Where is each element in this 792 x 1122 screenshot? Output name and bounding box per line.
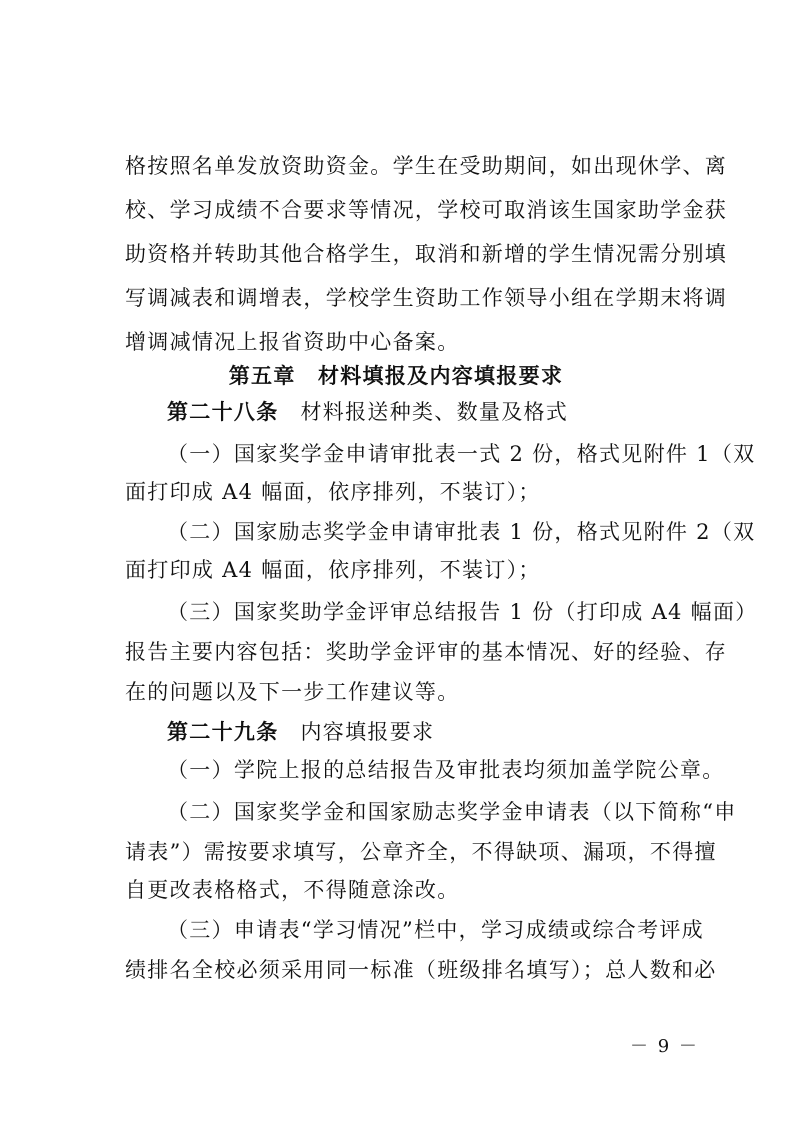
paragraph-line: 校、学习成绩不合要求等情况，学校可取消该生国家助学金获 (125, 198, 728, 222)
article-29-item: 自更改表格格式，不得随意涂改。 (125, 878, 460, 902)
article-29-title: 内容填报要求 (300, 720, 435, 744)
article-28-item: 报告主要内容包括：奖助学金评审的基本情况、好的经验、存 (125, 640, 728, 664)
article-28-title: 材料报送种类、数量及格式 (300, 400, 569, 424)
chapter-title: 第五章 材料填报及内容填报要求 (228, 364, 564, 388)
article-29-heading (167, 716, 695, 746)
paragraph-line: 助资格并转助其他合格学生，取消和新增的学生情况需分别填 (125, 242, 728, 266)
article-28-item: （一）国家奖学金申请审批表一式 2 份，格式见附件 1（双 (167, 442, 756, 466)
article-28-item: 面打印成 A4 幅面，依序排列，不装订）； (125, 558, 541, 582)
article-28-label: 第二十八条 (167, 400, 279, 424)
article-28-item: 在的问题以及下一步工作建议等。 (125, 680, 460, 704)
page-number: － 9 － (630, 1036, 699, 1057)
paragraph-line: 格按照名单发放资助资金。学生在受助期间，如出现休学、离 (125, 154, 728, 178)
article-29-item: （一）学院上报的总结报告及审批表均须加盖学院公章。 (167, 758, 725, 782)
article-28-item: （二）国家励志奖学金申请审批表 1 份，格式见附件 2（双 (167, 520, 756, 544)
article-28-item: 面打印成 A4 幅面，依序排列，不装订）； (125, 480, 541, 504)
article-29-label: 第二十九条 (167, 720, 279, 744)
article-29-item: 请表”）需按要求填写，公章齐全，不得缺项、漏项，不得擅 (125, 840, 717, 864)
paragraph-line: 写调减表和调增表，学校学生资助工作领导小组在学期末将调 (125, 286, 728, 310)
article-29-item: （三）申请表“学习情况”栏中，学习成绩或综合考评成 (167, 918, 704, 942)
article-29-item: （二）国家奖学金和国家励志奖学金申请表（以下简称“申 (167, 800, 737, 824)
article-28-item: （三）国家奖助学金评审总结报告 1 份（打印成 A4 幅面） (167, 600, 758, 624)
article-29-item: 绩排名全校必须采用同一标准（班级排名填写）；总人数和必 (125, 958, 717, 982)
article-28-heading (167, 396, 695, 426)
paragraph-line: 增调减情况上报省资助中心备案。 (125, 330, 460, 354)
